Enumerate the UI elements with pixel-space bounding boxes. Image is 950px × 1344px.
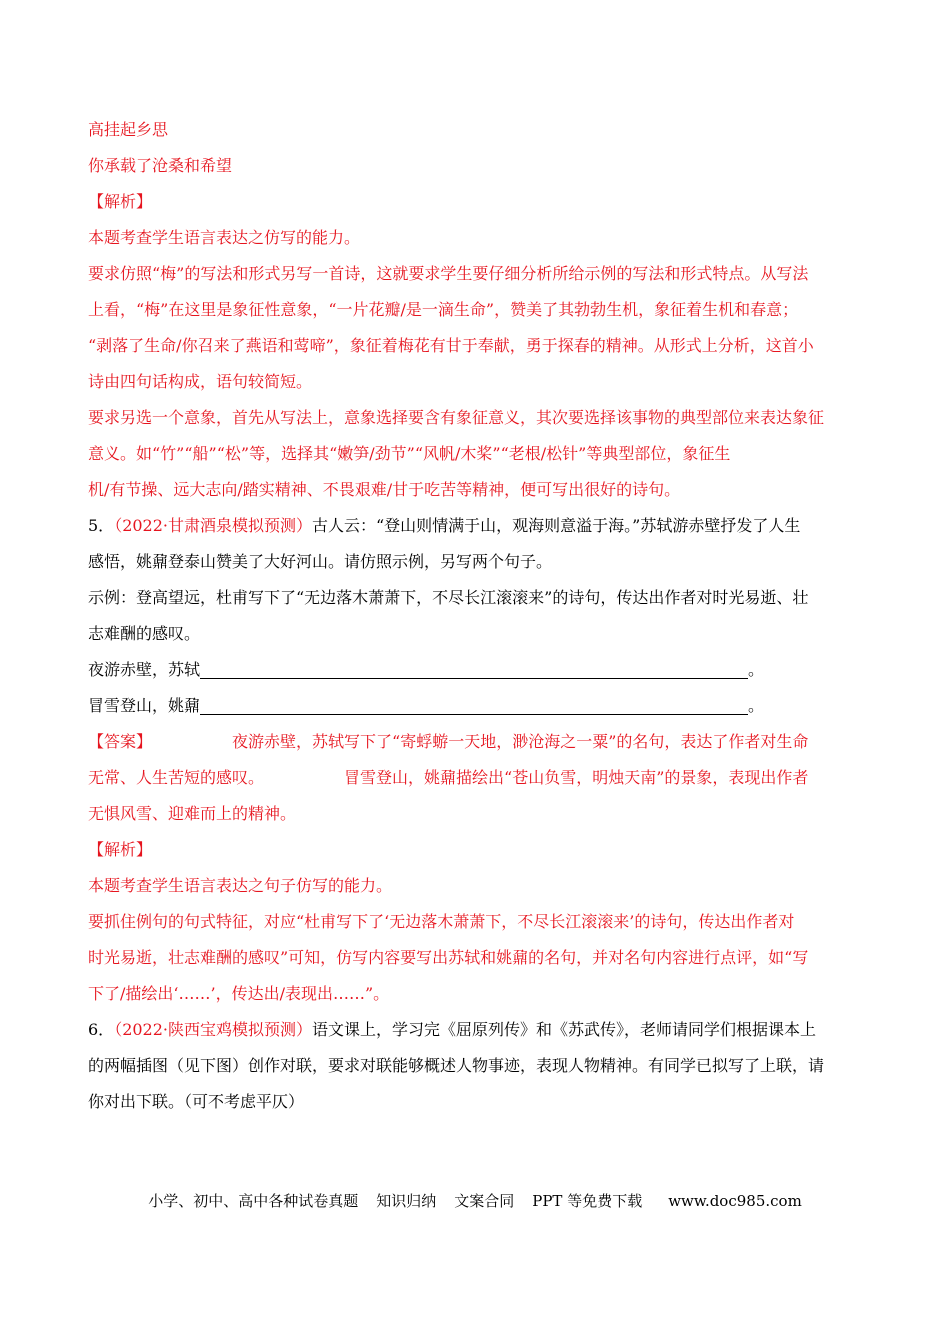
- blank-suffix: 。: [748, 660, 765, 679]
- answer-line-1: [88, 724, 860, 760]
- question-5-line-1: [88, 508, 860, 544]
- blank-suffix: 。: [748, 696, 765, 715]
- analysis-text: 时光易逝，壮志难酬的感叹”可知，仿写内容要写出苏轼和姚鼐的名句，并对名句内容进行点评，如“写: [88, 948, 809, 967]
- answer-blank-line[interactable]: [200, 658, 748, 679]
- question-text: 语文课上，学习完《屈原列传》和《苏武传》，老师请同学们根据课本上: [312, 1020, 817, 1039]
- question-text: 古人云：“登山则情满于山，观海则意溢于海。”苏轼游赤壁抒发了人生: [312, 516, 801, 535]
- answer-poem-line-1: 高挂起乡思: [88, 120, 169, 139]
- answer-text: 冒雪登山，姚鼐描绘出“苍山负雪，明烛天南”的景象，表现出作者: [344, 768, 809, 787]
- example-text: 示例：登高望远，杜甫写下了“无边落木萧萧下，不尽长江滚滚来”的诗句，传达出作者对时光易逝、壮: [88, 588, 809, 607]
- footer-text: PPT 等免费下载: [532, 1192, 643, 1210]
- footer-text: 知识归纳: [376, 1192, 437, 1210]
- question-number: 5．: [88, 516, 115, 535]
- analysis-text: 机/有节操、远大志向/踏实精神、不畏艰难/甘于吃苦等精神，便可写出很好的诗句。: [88, 480, 681, 499]
- fill-blank-1: [88, 652, 860, 688]
- example-text: 志难酬的感叹。: [88, 624, 201, 643]
- page-footer: [0, 1186, 950, 1216]
- analysis-text: 本题考查学生语言表达之句子仿写的能力。: [88, 876, 393, 895]
- analysis-text: 意义。如“竹”“船”“松”等，选择其“嫩笋/劲节”“风帆/木桨”“老根/松针”等典型部位，象征生: [88, 444, 731, 463]
- analysis-heading: 【解析】: [88, 840, 153, 859]
- analysis-text: 要求另选一个意象，首先从写法上，意象选择要含有象征意义，其次要选择该事物的典型部位来表达象征: [88, 408, 825, 427]
- analysis-heading: 【解析】: [88, 192, 153, 211]
- answer-poem-line-2: 你承载了沧桑和希望: [88, 156, 233, 175]
- fill-blank-2: [88, 688, 860, 724]
- question-text: 的两幅插图（见下图）创作对联，要求对联能够概述人物事迹，表现人物精神。有同学已拟写了上联，请: [88, 1056, 825, 1075]
- analysis-text: 要抓住例句的句式特征，对应“杜甫写下了‘无边落木萧萧下，不尽长江滚滚来’的诗句，传达出作者对: [88, 912, 795, 931]
- answer-text: 夜游赤壁，苏轼写下了“寄蜉蝣一天地，渺沧海之一粟”的名句，表达了作者对生命: [232, 732, 809, 751]
- answer-line-3: 无惧风雪、迎难而上的精神。: [88, 804, 297, 823]
- question-text: 你对出下联。（可不考虑平仄）: [88, 1092, 305, 1111]
- footer-text: 小学、初中、高中各种试卷真题: [148, 1192, 359, 1210]
- analysis-text: 下了/描绘出‘……’，传达出/表现出……”。: [88, 984, 390, 1003]
- analysis-text: 本题考查学生语言表达之仿写的能力。: [88, 228, 361, 247]
- blank-prefix: 冒雪登山，姚鼐: [88, 696, 201, 715]
- answer-blank-line[interactable]: [200, 694, 748, 715]
- footer-website: www.doc985.com: [668, 1192, 802, 1210]
- question-text: 感悟，姚鼐登泰山赞美了大好河山。请仿照示例，另写两个句子。: [88, 552, 553, 571]
- document-content: [88, 112, 860, 1120]
- question-source: （2022·甘肃酒泉模拟预测）: [114, 516, 312, 535]
- answer-line-2: [88, 760, 860, 796]
- question-number: 6．: [88, 1020, 115, 1039]
- analysis-text: “剥落了生命/你召来了燕语和莺啼”，象征着梅花有甘于奉献，勇于探春的精神。从形式上分析，这首小: [88, 336, 814, 355]
- blank-prefix: 夜游赤壁，苏轼: [88, 660, 201, 679]
- question-6-line-1: [88, 1012, 860, 1048]
- question-source: （2022·陕西宝鸡模拟预测）: [114, 1020, 312, 1039]
- answer-text: 无常、人生苦短的感叹。: [88, 768, 265, 787]
- analysis-text: 要求仿照“梅”的写法和形式另写一首诗，这就要求学生要仔细分析所给示例的写法和形式特点。从写法: [88, 264, 809, 283]
- answer-label: 【答案】: [88, 732, 153, 751]
- footer-text: 文案合同: [454, 1192, 515, 1210]
- analysis-text: 诗由四句话构成，语句较简短。: [88, 372, 313, 391]
- analysis-text: 上看，“梅”在这里是象征性意象，“一片花瓣/是一滴生命”，赞美了其勃勃生机，象征着生机和春意；: [88, 300, 799, 319]
